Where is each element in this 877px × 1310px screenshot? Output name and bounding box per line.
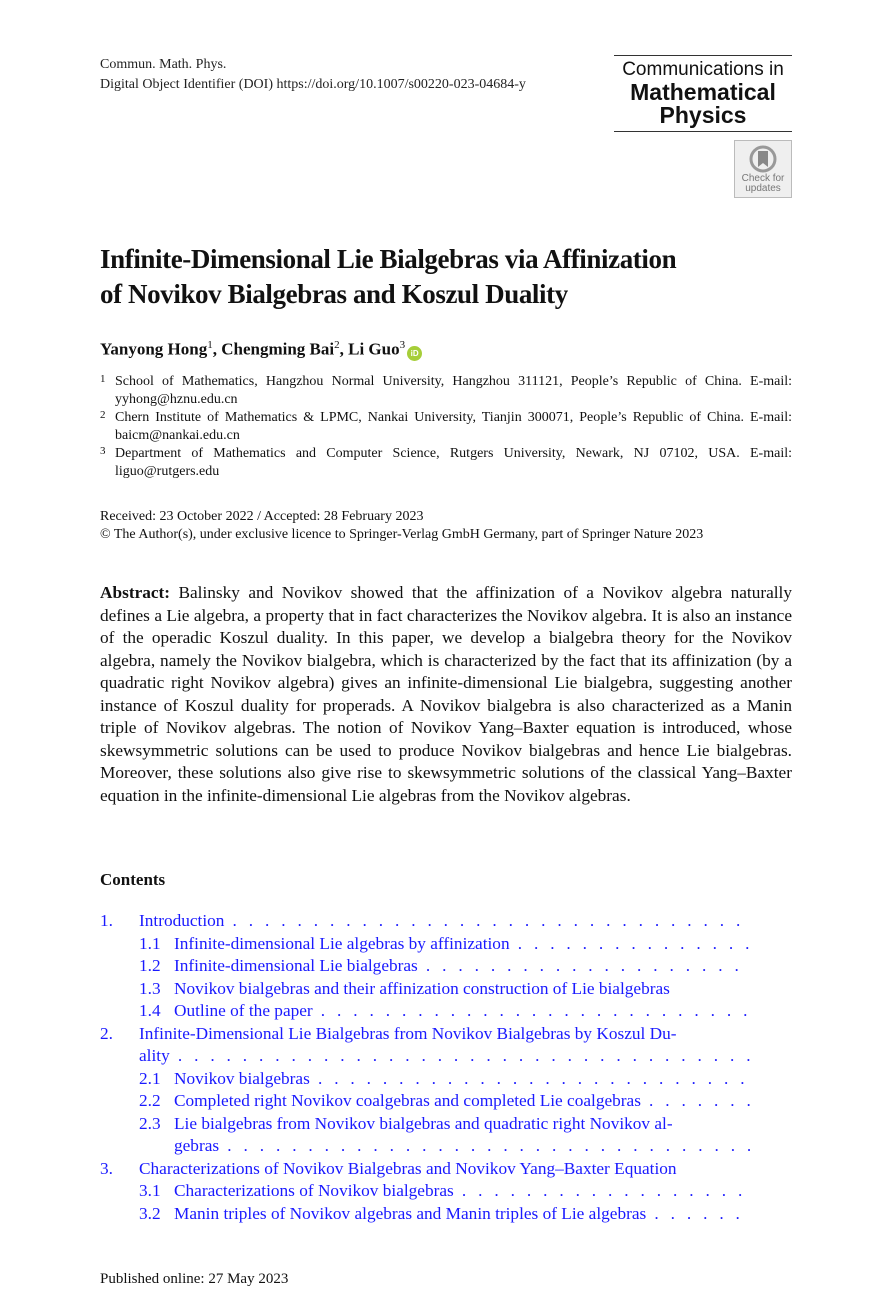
toc-number: 2.2 [139, 1091, 161, 1110]
journal-logo-line3: Physics [659, 102, 747, 128]
toc-link[interactable]: Lie bialgebras from Novikov bialgebras and quadratic right Novikov al- [174, 1113, 673, 1133]
toc-item[interactable] [100, 1113, 750, 1136]
toc-link[interactable]: gebras [174, 1136, 220, 1155]
toc-link[interactable]: Characterizations of Novikov bialgebras [174, 1181, 454, 1200]
toc-number: 1.2 [139, 956, 161, 975]
toc-link[interactable]: Infinite-dimensional Lie algebras by affinization [174, 933, 510, 953]
toc-item[interactable] [100, 933, 750, 956]
author-affil-sup: 1 [207, 339, 213, 351]
abstract [100, 582, 792, 807]
title-line-1: Infinite-Dimensional Lie Bialgebras via Affinization [100, 244, 677, 274]
toc-link[interactable]: Novikov bialgebras and their affinization construction of Lie bialgebras [174, 978, 670, 998]
article-dates [100, 508, 800, 544]
check-updates-line2: updates [745, 183, 781, 194]
check-updates-line1: Check for [741, 173, 785, 184]
abstract-text: Balinsky and Novikov showed that the affinization of a Novikov algebra naturally defines a Lie algebra, a property that in fact characterizes the Novikov algebra. It is also an instance of the operadic Koszul duality. In this paper, we develop a bialgebra theory for the Novikov algebra, namely the Novikov bialgebra, which is characterized by the fact that its affinization (by a quadratic right Novikov algebra) gives an infinite-dimensional Lie bialgebra, suggesting another instance of Koszul duality for properads. A Novikov bialgebra is also characterized as a Manin triple of Novikov algebras. The notion of Novikov Yang–Baxter equation is introduced, whose skewsymmetric solutions can be used to produce Novikov bialgebras and hence Lie bialgebras. Moreover, these solutions also give rise to skewsymmetric solutions of the classical Yang–Baxter equation in the infinite-dimensional Lie algebras from the Novikov algebras. [100, 583, 792, 805]
toc-item[interactable] [100, 1023, 750, 1046]
toc-number: 2. [100, 1023, 113, 1043]
copyright-notice: © The Author(s), under exclusive licence to Springer-Verlag GmbH Germany, part of Springer Nature 2023 [100, 527, 704, 542]
affiliations [100, 373, 792, 481]
toc-number: 1.4 [139, 1001, 161, 1020]
toc-link[interactable]: Completed right Novikov coalgebras and completed Lie coalgebras [174, 1091, 641, 1110]
orcid-icon[interactable]: iD [407, 346, 422, 361]
crossmark-icon [749, 145, 777, 173]
toc-item[interactable] [100, 1000, 750, 1023]
journal-logo [614, 55, 792, 132]
affiliation-text: Department of Mathematics and Computer Science, Rutgers University, Newark, NJ 07102, USA. E-mail: liguo@rutgers.edu [115, 446, 792, 479]
toc-number: 1. [100, 911, 113, 930]
toc-number: 2.3 [139, 1113, 161, 1133]
received-accepted: Received: 23 October 2022 / Accepted: 28 February 2023 [100, 509, 424, 524]
doi-line[interactable]: Digital Object Identifier (DOI) https://doi.org/10.1007/s00220-023-04684-y [100, 77, 526, 92]
toc-item[interactable] [100, 955, 750, 978]
toc-number: 3. [100, 1158, 113, 1178]
toc-item[interactable] [100, 1068, 750, 1091]
journal-logo-line1: Communications in [622, 59, 784, 80]
toc-item[interactable] [100, 1203, 750, 1226]
toc-link[interactable]: Infinite-Dimensional Lie Bialgebras from Novikov Bialgebras by Koszul Du- [139, 1023, 677, 1043]
toc-number: 1.1 [139, 933, 161, 953]
toc-link[interactable]: Introduction [139, 911, 225, 930]
author-name: Yanyong Hong [100, 339, 208, 359]
toc-link[interactable]: ality [139, 1046, 170, 1065]
toc-item-continuation[interactable] [100, 1135, 750, 1158]
paper-title [100, 242, 780, 312]
toc-number: 3.2 [139, 1203, 161, 1223]
toc-item[interactable] [100, 1090, 750, 1113]
affiliation-item [100, 373, 792, 409]
toc-item[interactable] [100, 910, 750, 933]
affiliation-text: Chern Institute of Mathematics & LPMC, Nankai University, Tianjin 300071, People’s Republic of China. E-mail: baicm@nankai.edu.cn [115, 410, 792, 443]
affiliation-item [100, 445, 792, 481]
toc-item[interactable] [100, 1158, 750, 1181]
toc-link[interactable]: Characterizations of Novikov Bialgebras and Novikov Yang–Baxter Equation [139, 1158, 677, 1178]
abstract-label: Abstract: [100, 583, 171, 602]
journal-abbrev: Commun. Math. Phys. [100, 57, 227, 72]
toc-item-continuation[interactable] [100, 1045, 750, 1068]
check-for-updates-button[interactable] [734, 140, 792, 198]
affiliation-number: 2 [100, 409, 106, 421]
author-affil-sup: 3 [399, 339, 406, 351]
journal-logo-line2: Mathematical [630, 79, 776, 105]
article-meta [100, 55, 526, 95]
author-list: Yanyong Hong$^1$, Chengming Bai$^2$, Li Guo$^3$iD [100, 339, 422, 361]
toc-number: 3.1 [139, 1181, 161, 1200]
toc-link[interactable]: Novikov bialgebras [174, 1068, 310, 1088]
affiliation-number: 3 [100, 445, 106, 457]
title-line-2: of Novikov Bialgebras and Koszul Duality [100, 279, 568, 309]
published-online: Published online: 27 May 2023 [100, 1271, 289, 1287]
toc-number: 1.3 [139, 978, 161, 998]
author-name: Li Guo [348, 339, 400, 359]
toc-number: 2.1 [139, 1068, 161, 1088]
affiliation-item [100, 409, 792, 445]
toc-link[interactable]: Manin triples of Novikov algebras and Manin triples of Lie algebras [174, 1203, 647, 1223]
toc-link[interactable]: Infinite-dimensional Lie bialgebras [174, 956, 418, 975]
contents-heading: Contents [100, 870, 166, 889]
author-affil-sup: 2 [334, 339, 340, 351]
author-name: Chengming Bai [221, 339, 335, 359]
toc-link[interactable]: Outline of the paper [174, 1001, 313, 1020]
toc-item[interactable] [100, 1180, 750, 1203]
table-of-contents [100, 910, 750, 1225]
affiliation-number: 1 [100, 373, 106, 385]
toc-item[interactable] [100, 978, 750, 1001]
affiliation-text: School of Mathematics, Hangzhou Normal University, Hangzhou 311121, People’s Republic of China. E-mail: yyhong@hznu.edu.cn [115, 374, 792, 407]
